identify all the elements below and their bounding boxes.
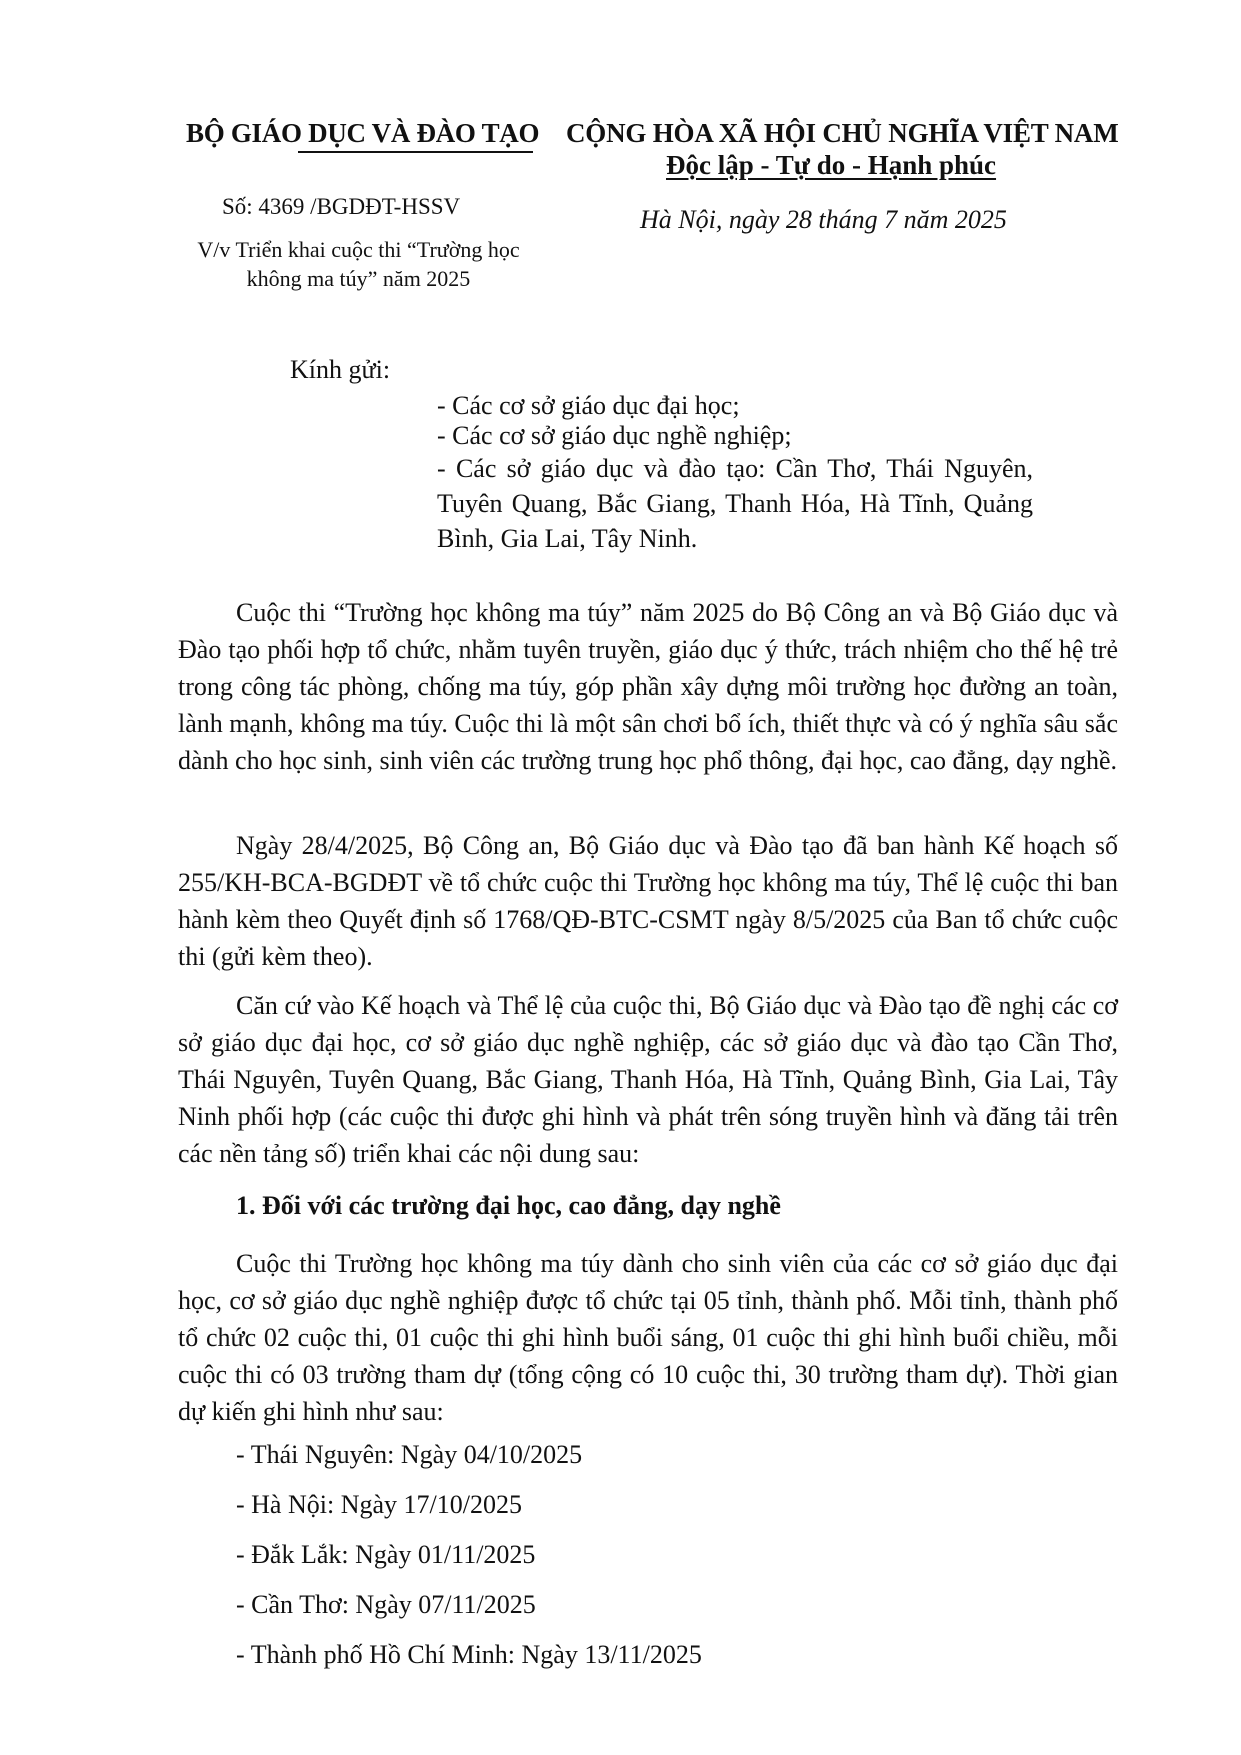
subject-line-1: V/v Triển khai cuộc thi “Trường học xyxy=(197,237,520,262)
document-subject xyxy=(186,235,531,293)
recipient-item: - Các cơ sở giáo dục đại học; xyxy=(437,391,740,420)
body-paragraph: Cuộc thi “Trường học không ma túy” năm 2025 do Bộ Công an và Bộ Giáo dục và Đào tạo phối hợp tổ chức, nhằm tuyên truyền, giáo dục ý thức, trách nhiệm cho thế hệ trẻ trong công tác phòng, chống ma túy, góp phần xây dựng môi trường học đường an toàn, lành mạnh, không ma túy. Cuộc thi là một sân chơi bổ ích, thiết thực và có ý nghĩa sâu sắc dành cho học sinh, sinh viên các trường trung học phổ thông, đại học, cao đẳng, dạy nghề. xyxy=(178,598,1118,775)
section-title: 1. Đối với các trường đại học, cao đẳng, dạy nghề xyxy=(236,1191,781,1220)
ministry-underline xyxy=(298,151,533,153)
recipient-item: - Các sở giáo dục và đào tạo: Cần Thơ, Thái Nguyên, Tuyên Quang, Bắc Giang, Thanh Hóa, Hà Tĩnh, Quảng Bình, Gia Lai, Tây Ninh. xyxy=(437,454,1033,553)
body-paragraph: Căn cứ vào Kế hoạch và Thể lệ của cuộc thi, Bộ Giáo dục và Đào tạo đề nghị các cơ sở giáo dục đại học, cơ sở giáo dục nghề nghiệp, các sở giáo dục và đào tạo Cần Thơ, Thái Nguyên, Tuyên Quang, Bắc Giang, Thanh Hóa, Hà Tĩnh, Quảng Bình, Gia Lai, Tây Ninh phối hợp (các cuộc thi được ghi hình và phát trên sóng truyền hình và đăng tải trên các nền tảng số) triển khai các nội dung sau: xyxy=(178,991,1118,1168)
subject-line-2: không ma túy” năm 2025 xyxy=(246,266,471,291)
greeting: Kính gửi: xyxy=(290,355,391,384)
body-paragraph: Ngày 28/4/2025, Bộ Công an, Bộ Giáo dục và Đào tạo đã ban hành Kế hoạch số 255/KH-BCA-BGDĐT về tổ chức cuộc thi Trường học không ma túy, Thể lệ cuộc thi ban hành kèm theo Quyết định số 1768/QĐ-BTC-CSMT ngày 8/5/2025 của Ban tổ chức cuộc thi (gửi kèm theo). xyxy=(178,831,1118,971)
schedule-item: - Đắk Lắk: Ngày 01/11/2025 xyxy=(236,1540,536,1569)
schedule-item: - Hà Nội: Ngày 17/10/2025 xyxy=(236,1490,522,1519)
schedule-item: - Thái Nguyên: Ngày 04/10/2025 xyxy=(236,1440,583,1469)
ministry-name: BỘ GIÁO DỤC VÀ ĐÀO TẠO xyxy=(186,118,540,148)
schedule-item: - Thành phố Hồ Chí Minh: Ngày 13/11/2025 xyxy=(236,1640,702,1669)
national-motto: Độc lập - Tự do - Hạnh phúc xyxy=(666,150,997,180)
country-name: CỘNG HÒA XÃ HỘI CHỦ NGHĨA VIỆT NAM xyxy=(566,118,1119,148)
document-date: Hà Nội, ngày 28 tháng 7 năm 2025 xyxy=(640,205,1007,234)
schedule-item: - Cần Thơ: Ngày 07/11/2025 xyxy=(236,1590,536,1619)
recipient-item: - Các cơ sở giáo dục nghề nghiệp; xyxy=(437,421,792,450)
document-number: Số: 4369 /BGDĐT-HSSV xyxy=(222,194,461,219)
section-paragraph: Cuộc thi Trường học không ma túy dành cho sinh viên của các cơ sở giáo dục đại học, cơ sở giáo dục nghề nghiệp được tổ chức tại 05 tỉnh, thành phố. Mỗi tỉnh, thành phố tổ chức 02 cuộc thi, 01 cuộc thi ghi hình buổi sáng, 01 cuộc thi ghi hình buổi chiều, mỗi cuộc thi có 03 trường tham dự (tổng cộng có 10 cuộc thi, 30 trường tham dự). Thời gian dự kiến ghi hình như sau: xyxy=(178,1249,1118,1426)
